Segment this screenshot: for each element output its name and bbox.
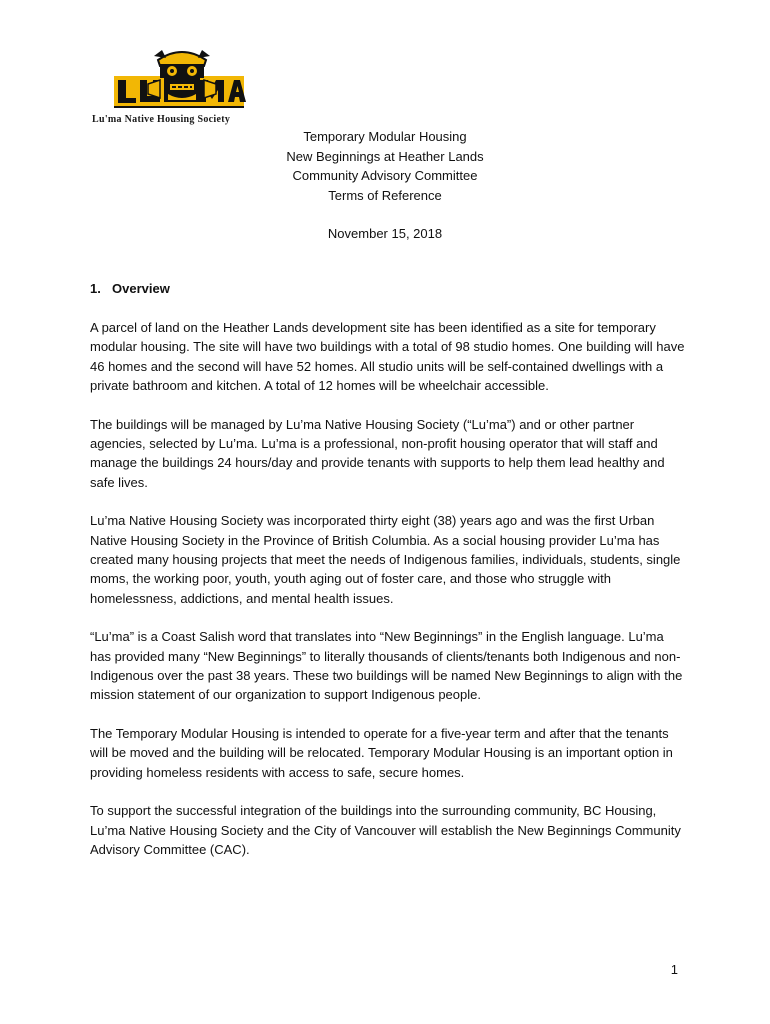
paragraph: A parcel of land on the Heather Lands development site has been identified as a site for temporary modular housing. The site will have two buildings with a total of 98 studio homes. One building will have 46 homes and the second will have 52 homes. All studio units will be self-contained dwellings with a private bathroom and kitchen. A total of 12 homes will be wheelchair accessible. (90, 320, 685, 393)
section-number: 1. (90, 281, 101, 296)
title-line-4: Terms of Reference (328, 187, 442, 203)
document-date: November 15, 2018 (327, 226, 443, 241)
paragraph: The buildings will be managed by Lu’ma Native Housing Society (“Lu’ma”) and or other partner agencies, selected by Lu’ma. Lu’ma is a professional, non-profit housing operator that will staff and manage the buildings 24 hours/day and provide tenants with supports to help them lead healthy and safe lives. (90, 416, 665, 490)
paragraph: “Lu’ma” is a Coast Salish word that translates into “New Beginnings” in the English language. Lu’ma has provided many “New Beginnings” to literally thousands of clients/tenants both Indigenous and non-Indigenous over the past 38 years. These two buildings will be named New Beginnings to align with the mission statement of our organization to support Indigenous people. (90, 629, 683, 703)
title-line-1: Temporary Modular Housing (303, 129, 467, 144)
logo-caption: Lu'ma Native Housing Society (92, 114, 231, 125)
section-heading (90, 281, 170, 296)
paragraph: The Temporary Modular Housing is intended to operate for a five-year term and after that the tenants will be moved and the building will be relocated. Temporary Modular Housing is an important option in providing homeless residents with access to safe, secure homes. (90, 726, 673, 780)
document-title-block (0, 127, 770, 244)
title-line-2: New Beginnings at Heather Lands (286, 148, 484, 164)
paragraph: Lu’ma Native Housing Society was incorporated thirty eight (38) years ago and was the first Urban Native Housing Society in the Province of British Columbia. As a social housing provider Lu’ma has created many housing projects that meet the needs of Indigenous families, individuals, students, single moms, the working poor, youth, youth aging out of foster care, and those who struggle with homelessness, addictions, and mental health issues. (90, 513, 681, 606)
page-number: 1 (670, 962, 678, 977)
title-line-3: Community Advisory Committee (292, 168, 478, 183)
paragraph: To support the successful integration of the buildings into the surrounding community, BC Housing, Lu’ma Native Housing Society and the City of Vancouver will establish the New Beginnings Community Advisory Committee (CAC). (90, 803, 681, 858)
section-heading-text: Overview (112, 281, 170, 296)
body-text (90, 318, 686, 879)
